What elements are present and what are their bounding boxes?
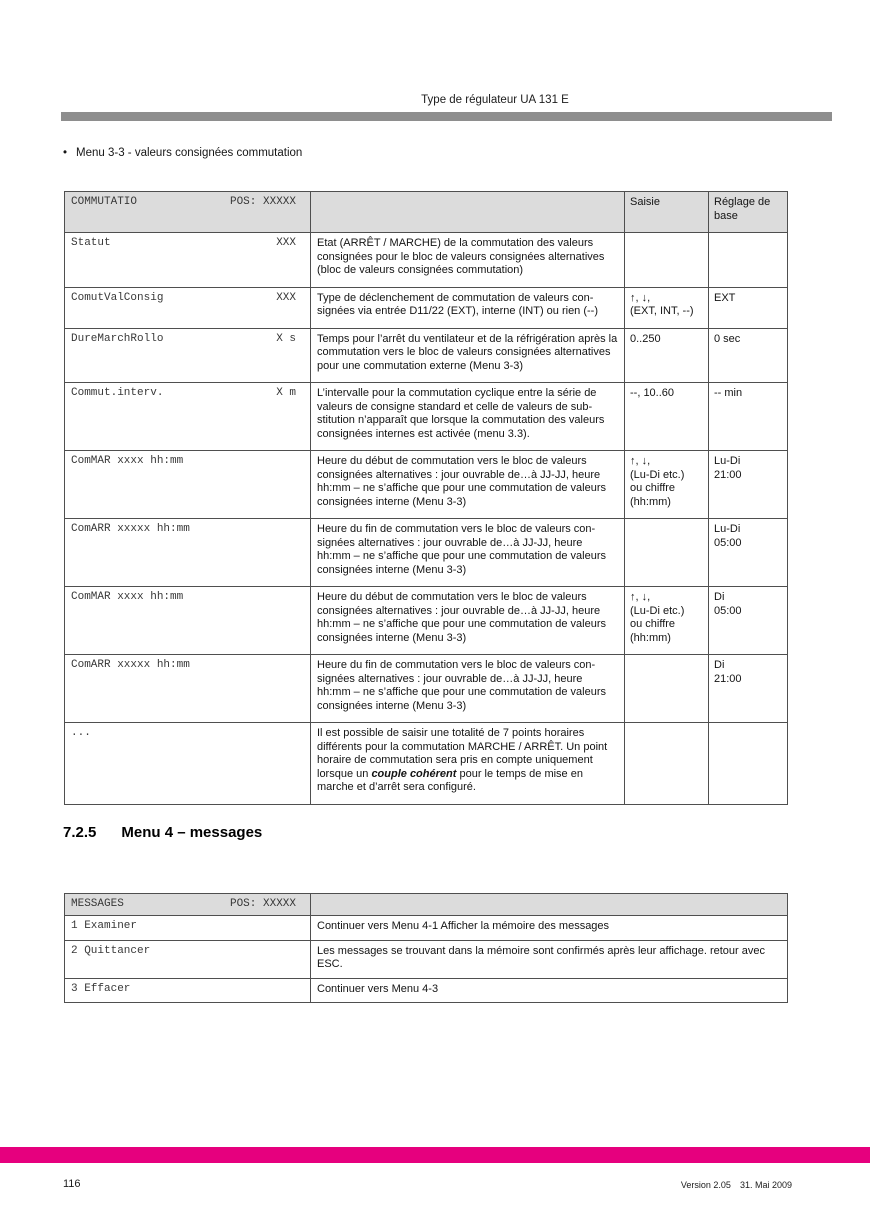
menu-bullet-label: Menu 3-3 - valeurs consignées commutation [76, 147, 303, 159]
reglage-header-cell: Réglage de base [709, 192, 788, 233]
description-cell: Temps pour l’arrêt du ventilateur et de la réfrigération après la commutation vers le bloc de valeurs consignées alternatives pour une commutation externe (Menu 3-3) [311, 328, 625, 383]
table-row [65, 978, 788, 1003]
table-row [65, 328, 788, 383]
reglage-cell: Di 05:00 [709, 587, 788, 655]
description-header-cell [311, 894, 788, 916]
description-cell: L’intervalle pour la commutation cyclique entre la série de valeurs de consigne standard et celle de valeurs de substitution n’apparaît que lorsque la commutation des valeurs consignées internes est activée (menu 3.3). [311, 383, 625, 451]
section-title: Menu 4 – messages [121, 824, 263, 841]
version-line [681, 1180, 792, 1190]
saisie-header-cell: Saisie [625, 192, 709, 233]
saisie-cell [625, 519, 709, 587]
page-number: 116 [63, 1178, 81, 1190]
saisie-cell: --, 10..60 [625, 383, 709, 451]
table-row [65, 383, 788, 451]
description-cell: Type de déclenchement de commutation de valeurs consignées via entrée D11/22 (EXT), interne (INT) ou rien (--) [311, 287, 625, 328]
reglage-cell: 0 sec [709, 328, 788, 383]
description-cell: Heure du début de commutation vers le bloc de valeurs consignées alternatives : jour ouvrable de…à JJ-JJ, heure hh:mm – ne s’affiche que pour une commutation de valeurs consignées interne (Menu 3-3) [311, 587, 625, 655]
description-cell: Il est possible de saisir une totalité de 7 points horaires différents pour la commutation MARCHE / ARRÊT. Un point horaire de commutation sera pris en compte uniquement lorsque un couple cohérent pour le temps de mise en marche et d’arrêt sera configuré. [311, 723, 625, 805]
header-rule [61, 112, 832, 121]
table-title: MESSAGES [71, 898, 124, 910]
reglage-cell [709, 723, 788, 805]
reglage-cell: -- min [709, 383, 788, 451]
saisie-cell [625, 723, 709, 805]
saisie-cell [625, 233, 709, 288]
table-row [65, 451, 788, 519]
table-row [65, 916, 788, 941]
section-heading [63, 824, 262, 841]
saisie-cell [625, 655, 709, 723]
table-row [65, 233, 788, 288]
description-cell: Etat (ARRÊT / MARCHE) de la commutation des valeurs consignées pour le bloc de valeurs consignées alternatives (bloc de valeurs consignées commutation) [311, 233, 625, 288]
saisie-cell: ↑, ↓, (Lu-Di etc.) ou chiffre (hh:mm) [625, 451, 709, 519]
reglage-cell [709, 233, 788, 288]
table-row [65, 519, 788, 587]
table-row [65, 287, 788, 328]
messages-table [64, 893, 788, 1003]
table-title-cell [65, 192, 311, 233]
saisie-cell: ↑, ↓, (Lu-Di etc.) ou chiffre (hh:mm) [625, 587, 709, 655]
table-pos: POS: XXXXX [229, 196, 296, 208]
section-number: 7.2.5 [63, 824, 97, 841]
menu-item-cell: 2 Quittancer [65, 940, 311, 978]
bullet-icon: • [63, 147, 68, 159]
table-row [65, 655, 788, 723]
table-header-row [65, 192, 788, 233]
param-cell: ComMAR xxxx hh:mm [65, 451, 311, 519]
table-row [65, 940, 788, 978]
description-cell: Continuer vers Menu 4-1 Afficher la mémoire des messages [311, 916, 788, 941]
table-title-cell [65, 894, 311, 916]
param-cell: ComutValConsig XXX [65, 287, 311, 328]
menu-item-cell: 1 Examiner [65, 916, 311, 941]
running-header-title: Type de régulateur UA 131 E [421, 94, 569, 106]
reglage-cell: EXT [709, 287, 788, 328]
version-date: 31. Mai 2009 [739, 1180, 792, 1190]
description-cell: Les messages se trouvant dans la mémoire sont confirmés après leur affichage. retour avec ESC. [311, 940, 788, 978]
table-pos: POS: XXXXX [229, 898, 296, 910]
param-cell: DureMarchRollo X s [65, 328, 311, 383]
description-cell: Heure du début de commutation vers le bloc de valeurs consignées alternatives : jour ouvrable de…à JJ-JJ, heure hh:mm – ne s’affiche que pour une commutation de valeurs consignées interne (Menu 3-3) [311, 451, 625, 519]
param-cell: Commut.interv. X m [65, 383, 311, 451]
table-title: COMMUTATIO [71, 196, 138, 208]
description-header-cell [311, 192, 625, 233]
reglage-cell: Lu-Di 05:00 [709, 519, 788, 587]
menu-bullet-line [63, 147, 302, 159]
param-cell: ComARR xxxxx hh:mm [65, 655, 311, 723]
saisie-cell: 0..250 [625, 328, 709, 383]
footer-accent-bar [0, 1147, 870, 1163]
description-cell: Heure du fin de commutation vers le bloc de valeurs consignées alternatives : jour ouvrable de…à JJ-JJ, heure hh:mm – ne s’affiche que pour une commutation de valeurs consignées interne (Menu 3-3) [311, 655, 625, 723]
version-label: Version 2.05 [680, 1180, 731, 1190]
table-row [65, 587, 788, 655]
reglage-cell: Lu-Di 21:00 [709, 451, 788, 519]
param-cell: ComMAR xxxx hh:mm [65, 587, 311, 655]
param-cell: Statut XXX [65, 233, 311, 288]
param-cell: ComARR xxxxx hh:mm [65, 519, 311, 587]
description-cell: Continuer vers Menu 4-3 [311, 978, 788, 1003]
menu-item-cell: 3 Effacer [65, 978, 311, 1003]
description-cell: Heure du fin de commutation vers le bloc de valeurs consignées alternatives : jour ouvrable de…à JJ-JJ, heure hh:mm – ne s’affiche que pour une commutation de valeurs consignées interne (Menu 3-3) [311, 519, 625, 587]
table-header-row [65, 894, 788, 916]
reglage-cell: Di 21:00 [709, 655, 788, 723]
table-row [65, 723, 788, 805]
saisie-cell: ↑, ↓, (EXT, INT, --) [625, 287, 709, 328]
commutation-table [64, 191, 788, 805]
param-cell: ... [65, 723, 311, 805]
